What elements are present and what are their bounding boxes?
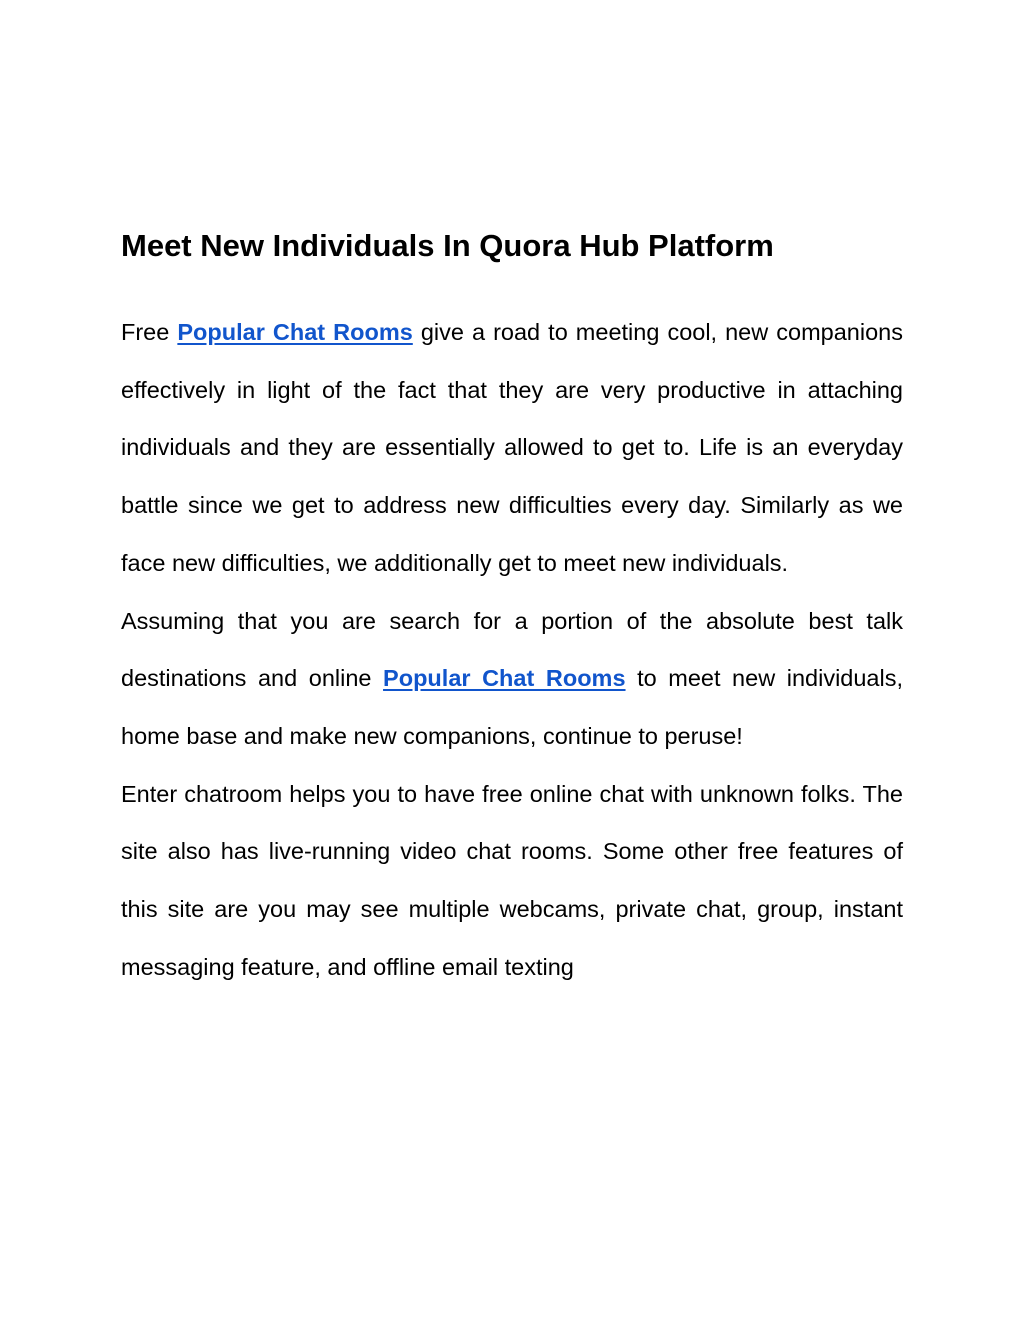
popular-chat-rooms-link-1[interactable]: Popular Chat Rooms	[177, 319, 413, 345]
document-page	[121, 226, 903, 996]
paragraph-2-text-after: to meet new individuals, home base and make new companions, continue to peruse!	[121, 665, 903, 749]
popular-chat-rooms-link-2[interactable]: Popular Chat Rooms	[383, 665, 626, 692]
paragraph-1-text-before: Free	[121, 319, 178, 345]
paragraph-2	[121, 593, 903, 766]
paragraph-1-text-after: give a road to meeting cool, new companions effectively in light of the fact that they are very productive in attaching individuals and they are essentially allowed to get to. Life is an everyday battle since we get to address new difficulties every day. Similarly as we face new difficulties, we additionally get to meet new individuals.	[121, 319, 903, 576]
paragraph-2-text-before: Assuming that you are search for a portion of the absolute best talk destinations and online	[121, 607, 903, 692]
document-title: Meet New Individuals In Quora Hub Platform	[121, 228, 774, 263]
paragraph-1	[121, 304, 903, 593]
paragraph-3: Enter chatroom helps you to have free online chat with unknown folks. The site also has live-running video chat rooms. Some other free features of this site are you may see multiple webcams, private chat, group, instant messaging feature, and offline email texting	[121, 780, 903, 980]
